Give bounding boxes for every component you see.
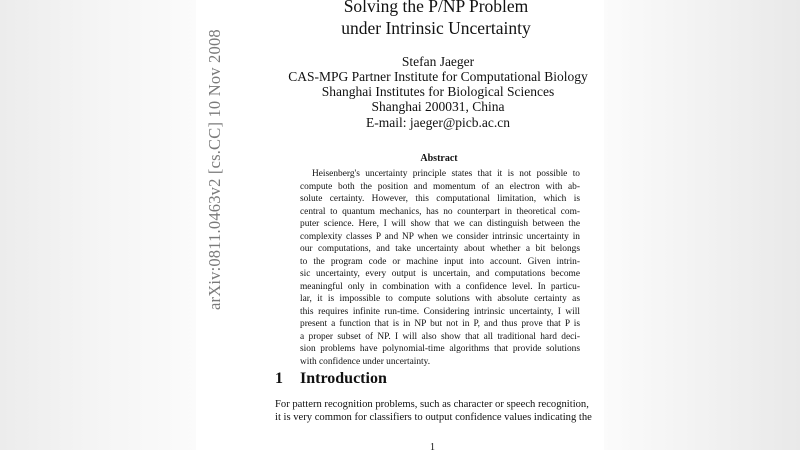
viewer-background-left [0,0,196,450]
abstract-line: with confidence under uncertainty. [300,356,431,367]
arxiv-identifier: arXiv:0811.0463v2 [cs.CC] 10 Nov 2008 [205,29,224,310]
abstract-line: sic uncertainty, every output is uncertain, and computations become [300,269,580,279]
body-text-line: it is very common for classifiers to output confidence values indicating the [275,412,592,423]
paper-title-line-1: Solving the P/NP Problem [343,0,529,16]
abstract-line: sion problems have polynomial-time algorithms that provide solutions [300,344,580,354]
abstract-line: present a function that is in NP but not in P, and thus prove that P is [300,319,580,329]
section-title: Introduction [300,370,387,387]
author-email: E-mail: jaeger@picb.ac.cn [366,115,510,130]
section-heading [275,370,387,388]
author-name: Stefan Jaeger [401,54,475,69]
abstract-heading: Abstract [420,153,458,164]
abstract-line: solute certainty. However, this computational limitation, which is [300,194,580,204]
abstract-line: meaningful only in combination with a confidence level. In particu- [300,281,580,292]
abstract-line: to the program code or machine input into account. Given intrin- [300,256,580,267]
section-number: 1 [275,370,283,387]
page-number: 1 [430,442,435,450]
abstract-line: our computations, and take uncertainty about whether a bit belongs [300,244,580,254]
abstract-line: central to quantum mechanics, has no counterpart in theoretical com- [300,206,580,217]
abstract-line: puter science. Here, I will show that we can distinguish between the [300,219,580,229]
abstract-line: this requires infinite run-time. Considering intrinsic uncertainty, I will [300,306,580,317]
abstract-line: complexity classes P and NP when we consider intrinsic uncertainty in [300,231,580,242]
abstract-line: lar, it is impossible to compute solutions with absolute certainty as [300,294,580,304]
affiliation-line: CAS-MPG Partner Institute for Computational Biology [288,69,588,84]
affiliation-line: Shanghai 200031, China [371,99,505,114]
abstract-line: a proper subset of NP. I will also show that all traditional hard deci- [300,331,580,342]
paper-title-line-2: under Intrinsic Uncertainty [341,18,531,38]
affiliation-line: Shanghai Institutes for Biological Sciences [321,84,555,99]
body-text-line: For pattern recognition problems, such as character or speech recognition, [275,399,589,410]
abstract-line: Heisenberg's uncertainty principle states that it is not possible to [312,169,580,179]
abstract-line: compute both the position and momentum of an electron with ab- [300,181,580,192]
